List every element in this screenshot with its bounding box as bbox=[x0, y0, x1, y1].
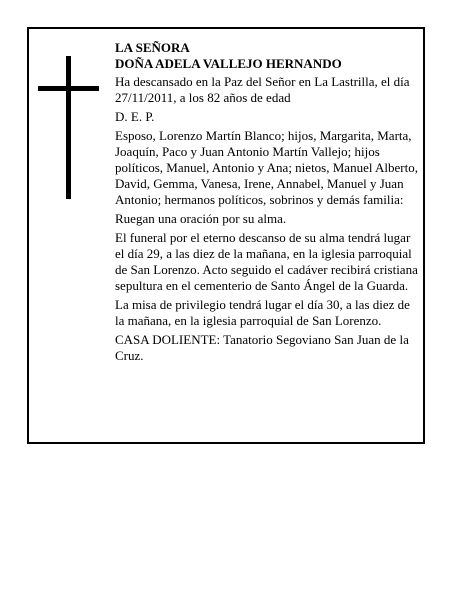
deceased-name: DOÑA ADELA VALLEJO HERNANDO bbox=[115, 56, 342, 71]
cross-icon bbox=[38, 56, 99, 199]
mass-details: La misa de privilegio tendrá lugar el día 30, a las diez de la mañana, en la iglesia parroquial de San Lorenzo. bbox=[115, 297, 410, 328]
cross-vertical-bar bbox=[66, 56, 71, 199]
obituary-notice bbox=[27, 27, 425, 444]
funeral-details: El funeral por el eterno descanso de su alma tendrá lugar el día 29, a las diez de la mañana, en la iglesia parroquial de San Lorenzo. Acto seguido el cadáver recibirá cristiana sepultura en el cementerio de Santo Ángel de la Guarda. bbox=[115, 230, 418, 293]
family-list: Esposo, Lorenzo Martín Blanco; hijos, Margarita, Marta, Joaquín, Paco y Juan Antonio Martín Vallejo; hijos políticos, Manuel, Antonio y Ana; nietos, Manuel Alberto, David, Gemma, Vanesa, Irene, Annabel, Manuel y Juan Antonio; hermanos políticos, sobrinos y demás familia: bbox=[115, 128, 418, 207]
deceased-heading bbox=[115, 40, 420, 72]
prayer-request: Ruegan una oración por su alma. bbox=[115, 211, 287, 226]
mourning-house: CASA DOLIENTE: Tanatorio Segoviano San Juan de la Cruz. bbox=[115, 332, 409, 363]
notice-title: LA SEÑORA bbox=[115, 40, 190, 55]
cross-horizontal-bar bbox=[38, 86, 99, 91]
death-announcement: Ha descansado en la Paz del Señor en La Lastrilla, el día 27/11/2011, a los 82 años de edad bbox=[115, 74, 410, 105]
notice-text bbox=[115, 40, 420, 367]
rip-line: D. E. P. bbox=[115, 109, 155, 124]
